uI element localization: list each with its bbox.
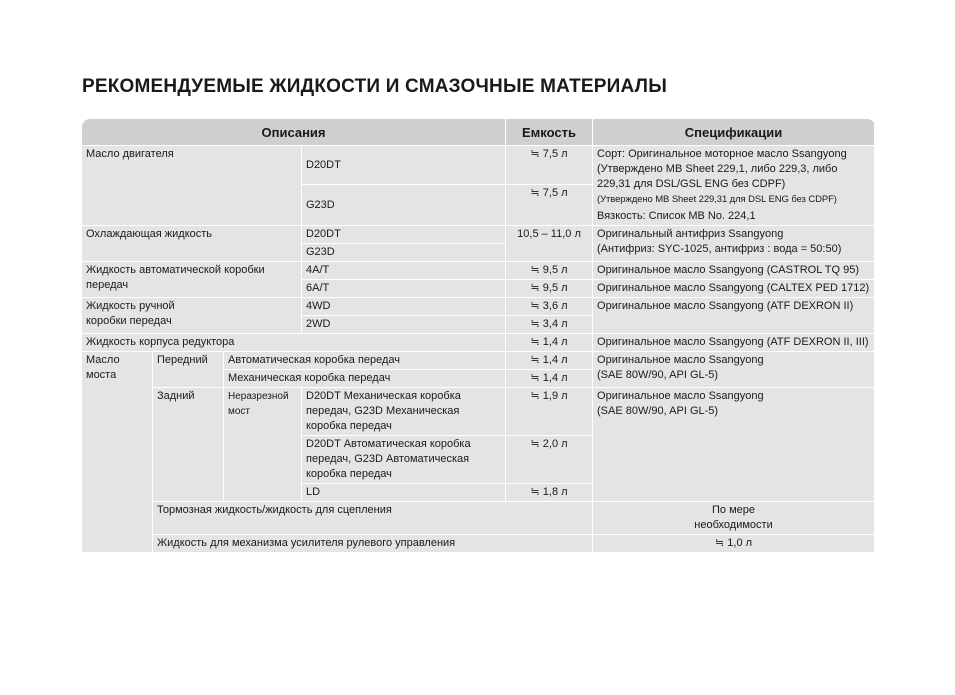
atf-4at-capacity: ≒ 9,5 л <box>506 262 593 280</box>
axle-front-manual-capacity: ≒ 1,4 л <box>506 370 593 388</box>
engine-oil-g23d: G23D <box>302 185 506 226</box>
engine-oil-label: Масло двигателя <box>82 146 302 226</box>
brake-capacity-line: необходимости <box>694 519 773 531</box>
table-row <box>82 146 875 185</box>
table-row <box>82 352 875 370</box>
manual-2wd-capacity: ≒ 3,4 л <box>506 316 593 334</box>
table-row <box>82 502 875 535</box>
axle-label <box>82 352 153 553</box>
axle-front-auto: Автоматическая коробка передач <box>224 352 506 370</box>
coolant-capacity: 10,5 – 11,0 л <box>506 226 593 262</box>
brake-capacity-line: По мере <box>712 504 756 516</box>
header-description: Описания <box>82 119 506 146</box>
axle-rear-row1 <box>302 388 506 436</box>
axle-rear-row2-line: передач, G23D Автоматическая <box>306 453 470 465</box>
axle-front-auto-capacity: ≒ 1,4 л <box>506 352 593 370</box>
axle-rear-type-line: мост <box>228 406 251 417</box>
header-specification: Спецификации <box>593 119 875 146</box>
engine-oil-g23d-capacity: ≒ 7,5 л <box>506 185 593 226</box>
atf-4at-spec: Оригинальное масло Ssangyong (CASTROL TQ 95) <box>593 262 875 280</box>
axle-front-spec-line: Оригинальное масло Ssangyong <box>597 354 764 366</box>
engine-oil-d20dt-capacity: ≒ 7,5 л <box>506 146 593 185</box>
axle-rear-type <box>224 388 302 502</box>
axle-rear-row3: LD <box>302 484 506 502</box>
transfer-capacity: ≒ 1,4 л <box>506 334 593 352</box>
engine-oil-d20dt: D20DT <box>302 146 506 185</box>
axle-rear-spec <box>593 388 875 502</box>
axle-rear-type-line: Неразрезной <box>228 391 289 402</box>
axle-rear-row2-line: D20DT Автоматическая коробка <box>306 438 471 450</box>
atf-6at: 6A/T <box>302 280 506 298</box>
table-row <box>82 226 875 244</box>
axle-rear-row1-capacity: ≒ 1,9 л <box>506 388 593 436</box>
engine-oil-spec-line: 229,31 для DSL/GSL ENG без CDPF) <box>597 178 786 190</box>
header-capacity: Емкость <box>506 119 593 146</box>
axle-rear-spec-line: Оригинальное масло Ssangyong <box>597 390 764 402</box>
axle-rear-label: Задний <box>153 388 224 502</box>
axle-rear-row2 <box>302 436 506 484</box>
atf-label-line: Жидкость автоматической коробки <box>86 264 265 276</box>
table-row <box>82 535 875 553</box>
fluids-table <box>81 118 875 553</box>
brake-capacity <box>593 502 875 535</box>
axle-rear-row1-line: передач, G23D Механическая <box>306 405 460 417</box>
manual-label <box>82 298 302 334</box>
manual-4wd: 4WD <box>302 298 506 316</box>
axle-rear-row1-line: коробка передач <box>306 420 392 432</box>
table-row <box>82 262 875 280</box>
table-row <box>82 334 875 352</box>
table-row <box>82 298 875 316</box>
axle-rear-row1-line: D20DT Механическая коробка <box>306 390 461 402</box>
coolant-d20dt: D20DT <box>302 226 506 244</box>
brake-label: Тормозная жидкость/жидкость для сцепления <box>153 502 593 535</box>
coolant-spec-line: (Антифриз: SYC-1025, антифриз : вода = 50:50) <box>597 243 842 255</box>
axle-label-line: моста <box>86 369 117 381</box>
coolant-g23d: G23D <box>302 244 506 262</box>
axle-front-label: Передний <box>153 352 224 388</box>
axle-rear-row2-capacity: ≒ 2,0 л <box>506 436 593 484</box>
manual-label-line: коробки передач <box>86 315 172 327</box>
engine-oil-spec-line: (Утверждено MB Sheet 229,31 для DSL ENG без CDPF) <box>597 194 837 205</box>
engine-oil-spec-line: Сорт: Оригинальное моторное масло Ssangyong <box>597 148 847 160</box>
axle-front-spec-line: (SAE 80W/90, API GL-5) <box>597 369 719 381</box>
axle-rear-row2-line: коробка передач <box>306 468 392 480</box>
coolant-label: Охлаждающая жидкость <box>82 226 302 262</box>
transfer-spec: Оригинальное масло Ssangyong (ATF DEXRON II, III) <box>593 334 875 352</box>
engine-oil-spec <box>593 146 875 226</box>
atf-6at-capacity: ≒ 9,5 л <box>506 280 593 298</box>
engine-oil-spec-line: (Утверждено MB Sheet 229,1, либо 229,3, либо <box>597 163 838 175</box>
atf-4at: 4A/T <box>302 262 506 280</box>
steering-capacity: ≒ 1,0 л <box>593 535 875 553</box>
steering-label: Жидкость для механизма усилителя рулевого управления <box>153 535 593 553</box>
coolant-spec <box>593 226 875 262</box>
atf-6at-spec: Оригинальное масло Ssangyong (CALTEX PED 1712) <box>593 280 875 298</box>
transfer-label: Жидкость корпуса редуктора <box>82 334 506 352</box>
axle-front-manual: Механическая коробка передач <box>224 370 506 388</box>
page-title: РЕКОМЕНДУЕМЫЕ ЖИДКОСТИ И СМАЗОЧНЫЕ МАТЕРИАЛЫ <box>82 76 668 97</box>
manual-4wd-capacity: ≒ 3,6 л <box>506 298 593 316</box>
coolant-spec-line: Оригинальный антифриз Ssangyong <box>597 228 784 240</box>
manual-2wd: 2WD <box>302 316 506 334</box>
axle-label-line: Масло <box>86 354 120 366</box>
axle-rear-spec-line: (SAE 80W/90, API GL-5) <box>597 405 719 417</box>
atf-label <box>82 262 302 298</box>
axle-rear-row3-capacity: ≒ 1,8 л <box>506 484 593 502</box>
axle-front-spec <box>593 352 875 388</box>
manual-spec: Оригинальное масло Ssangyong (ATF DEXRON II) <box>593 298 875 334</box>
table-header-row <box>82 119 875 146</box>
engine-oil-spec-line: Вязкость: Список MB No. 224,1 <box>597 210 756 222</box>
atf-label-line: передач <box>86 279 129 291</box>
manual-label-line: Жидкость ручной <box>86 300 175 312</box>
table-row <box>82 388 875 436</box>
